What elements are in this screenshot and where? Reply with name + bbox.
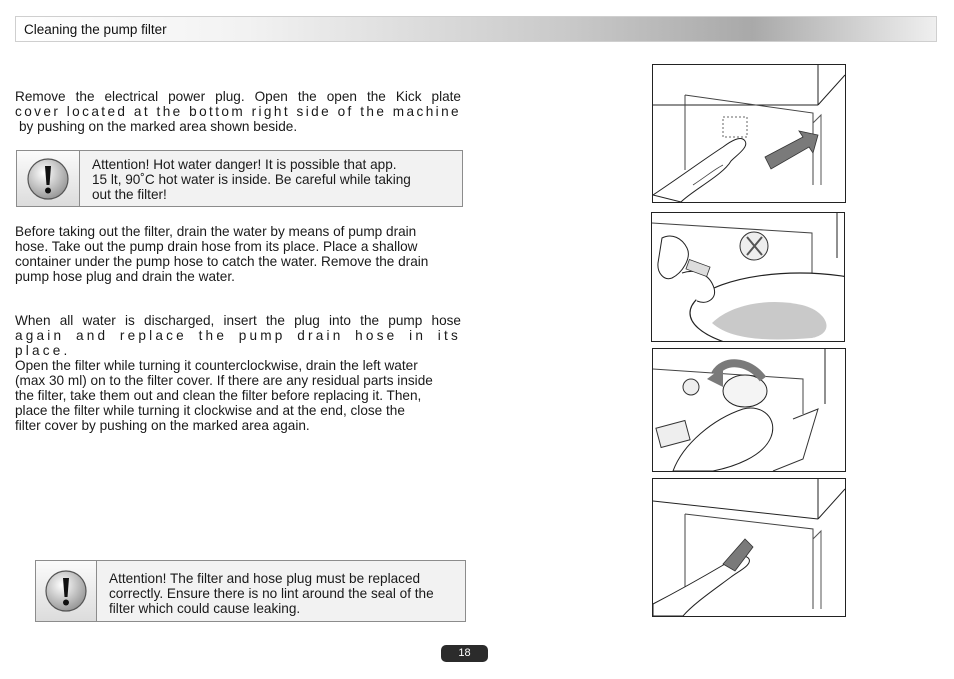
filter-plug-warning-text: Attention! The filter and hose plug must be replaced correctly. Ensure there is no lint around the seal of the filter which could cause leaking. [109,571,434,616]
hot-water-warning [16,150,463,207]
paragraph-insert-plug-line1: When all water is discharged, insert the plug into the pump hose [15,313,461,328]
hot-water-warning-text: Attention! Hot water danger! It is possible that app. 15 lt, 90˚C hot water is inside. Be careful while taking out the filter! [92,157,411,202]
paragraph-remove-plug-line3: by pushing on the marked area shown beside. [19,119,298,134]
kick-plate-drawing [653,65,845,202]
illustration-open-kick-plate [652,64,846,203]
warning-icon-cell [17,151,80,206]
section-title: Cleaning the pump filter [24,22,167,37]
drain-water-drawing [652,213,844,341]
filter-plug-warning [35,560,466,622]
paragraph-drain-water: Before taking out the filter, drain the water by means of pump drain hose. Take out the pump drain hose from its place. Place a shallow container under the pump hose to catch the water. Remove the drain pump hose plug and drain the water. [15,224,429,284]
warning-icon-cell [36,561,97,621]
illustration-close-cover [652,478,846,617]
exclamation-icon [26,157,70,201]
paragraph-open-filter: Open the filter while turning it counterclockwise, drain the left water (max 30 ml) on to the filter cover. If there are any residual parts inside the filter, take them out and clean the filter before replacing it. Then, place the filter while turning it clockwise and at the end, close the filter cover by pushing on the marked area again. [15,358,433,433]
section-header [15,16,937,42]
paragraph-remove-plug-line2: cover located at the bottom right side of the machine [15,104,461,119]
page-number: 18 [441,645,488,662]
illustration-drain-water [651,212,845,342]
paragraph-insert-plug-line2: again and replace the pump drain hose in its place. [15,328,461,358]
close-cover-drawing [653,479,845,616]
exclamation-icon [44,569,88,613]
paragraph-remove-plug-line1: Remove the electrical power plug. Open the open the Kick plate [15,89,461,104]
turn-filter-drawing [653,349,845,471]
illustration-turn-filter [652,348,846,472]
